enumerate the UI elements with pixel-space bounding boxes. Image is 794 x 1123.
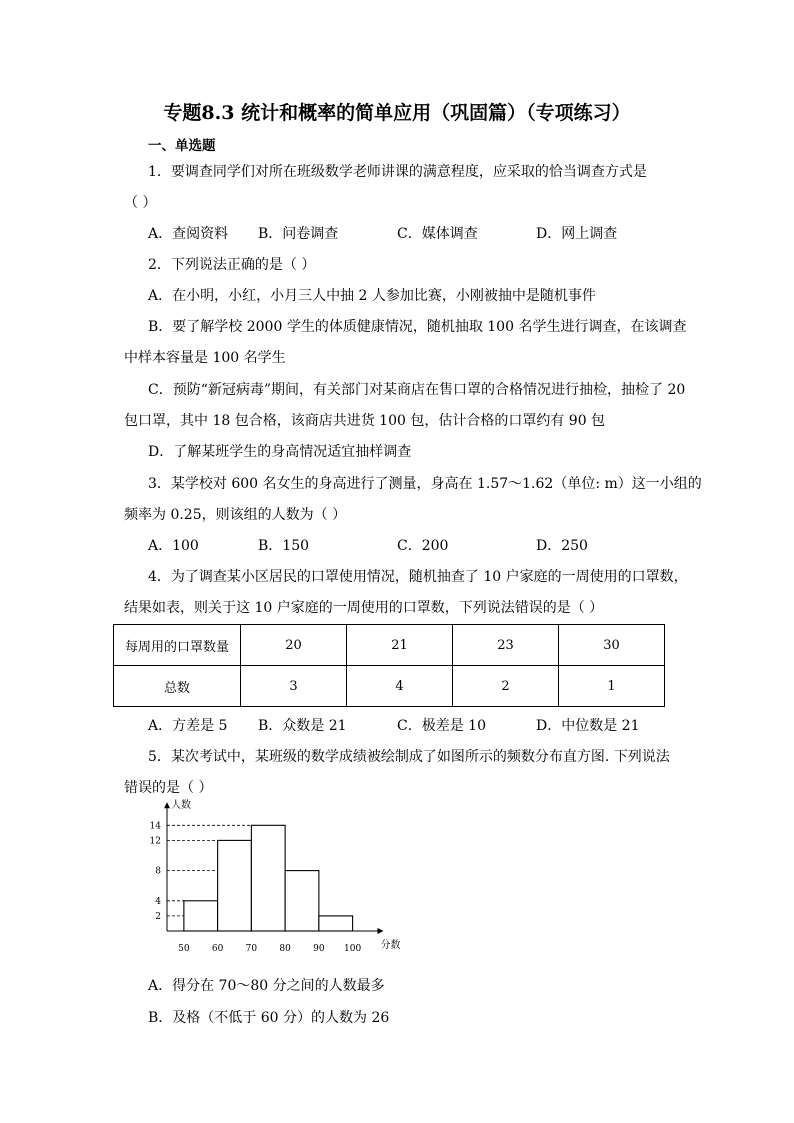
option-a: A．查阅资料 — [148, 226, 229, 242]
y-tick-label: 4 — [155, 896, 161, 907]
option-b: B．150 — [258, 538, 310, 554]
table-cell: 23 — [453, 625, 559, 666]
section-heading: 一、单选题 — [148, 138, 216, 154]
question-5-stem: 5．某次考试中，某班级的数学成绩被绘制成了如图所示的频数分布直方图. 下列说法 — [148, 749, 670, 765]
table-cell: 21 — [347, 625, 453, 666]
histogram-bar — [218, 840, 252, 931]
y-axis-arrow — [164, 802, 170, 808]
option-c: C．媒体调查 — [397, 226, 478, 242]
option-a: A．得分在 70～80 分之间的人数最多 — [148, 978, 385, 994]
table-cell: 2 — [453, 666, 559, 707]
y-tick-label: 8 — [155, 866, 161, 877]
table-cell: 30 — [559, 625, 665, 666]
option-d: D．中位数是 21 — [536, 718, 640, 734]
question-3-stem-cont: 频率为 0.25，则该组的人数为（ ） — [124, 507, 347, 523]
histogram-bar — [285, 871, 319, 931]
frequency-table — [113, 624, 665, 707]
option-a: A．方差是 5 — [148, 718, 228, 734]
y-tick-label: 14 — [149, 821, 161, 832]
table-cell: 3 — [241, 666, 347, 707]
option-a: A．在小明，小红，小月三人中抽 2 人参加比赛，小刚被抽中是随机事件 — [148, 288, 596, 304]
histogram-bar — [319, 916, 353, 931]
question-4-options — [0, 717, 794, 735]
table-cell: 4 — [347, 666, 453, 707]
histogram-bar — [184, 901, 218, 931]
question-1-stem-cont: （ ） — [124, 195, 157, 211]
option-b: B．要了解学校 2000 学生的体质健康情况，随机抽取 100 名学生进行调查，在该调查 — [148, 319, 687, 335]
question-2-stem: 2．下列说法正确的是（ ） — [148, 257, 316, 273]
x-tick-label: 70 — [245, 944, 258, 954]
x-tick-label: 100 — [344, 944, 362, 954]
histogram-bar — [251, 825, 285, 931]
question-4-stem-cont: 结果如表，则关于这 10 户家庭的一周使用的口罩数，下列说法错误的是（ ） — [124, 600, 604, 616]
document-title: 专题8.3 统计和概率的简单应用（巩固篇）（专项练习） — [163, 102, 631, 124]
x-tick-label: 90 — [313, 944, 325, 954]
y-tick-label: 12 — [149, 836, 161, 847]
question-1-stem: 1．要调查同学们对所在班级数学老师讲课的满意程度，应采取的恰当调查方式是 — [148, 164, 647, 180]
option-b: B．及格（不低于 60 分）的人数为 26 — [148, 1010, 390, 1026]
question-4-stem: 4．为了调查某小区居民的口罩使用情况，随机抽查了 10 户家庭的一周使用的口罩数， — [148, 569, 688, 585]
option-b: B．众数是 21 — [258, 718, 347, 734]
option-d: D．250 — [536, 538, 588, 554]
table-row — [114, 666, 665, 707]
option-a: A．100 — [148, 538, 199, 554]
y-tick-label: 2 — [155, 911, 161, 922]
row-header: 每周用的口罩数量 — [114, 625, 241, 666]
question-1-options — [0, 225, 794, 243]
option-d: D．网上调查 — [536, 226, 618, 242]
option-c: C．200 — [397, 538, 449, 554]
option-b-cont: 中样本容量是 100 名学生 — [124, 350, 286, 366]
question-5-stem-cont: 错误的是（ ） — [124, 780, 213, 796]
table-row — [114, 625, 665, 666]
table-cell: 1 — [559, 666, 665, 707]
question-3-stem: 3．某学校对 600 名女生的身高进行了测量，身高在 1.57～1.62（单位: m）这一小组的 — [148, 476, 702, 492]
option-d: D．了解某班学生的身高情况适宜抽样调查 — [148, 444, 412, 460]
table-cell: 20 — [241, 625, 347, 666]
question-3-options — [0, 537, 794, 555]
frequency-histogram — [140, 800, 401, 965]
x-axis-arrow — [378, 928, 384, 934]
option-c: C．极差是 10 — [397, 718, 486, 734]
option-c-cont: 包口罩，其中 18 包合格，该商店共进货 100 包，估计合格的口罩约有 90 包 — [124, 413, 606, 429]
option-b: B．问卷调查 — [258, 226, 339, 242]
row-header: 总数 — [114, 666, 241, 707]
y-axis-label: 人数 — [171, 800, 191, 812]
x-tick-label: 60 — [211, 944, 224, 954]
x-tick-label: 80 — [279, 944, 291, 954]
x-axis-label: 分数 — [380, 940, 401, 951]
x-tick-label: 50 — [178, 944, 190, 954]
option-c: C．预防“新冠病毒”期间，有关部门对某商店在售口罩的合格情况进行抽检，抽检了 20 — [148, 382, 686, 398]
